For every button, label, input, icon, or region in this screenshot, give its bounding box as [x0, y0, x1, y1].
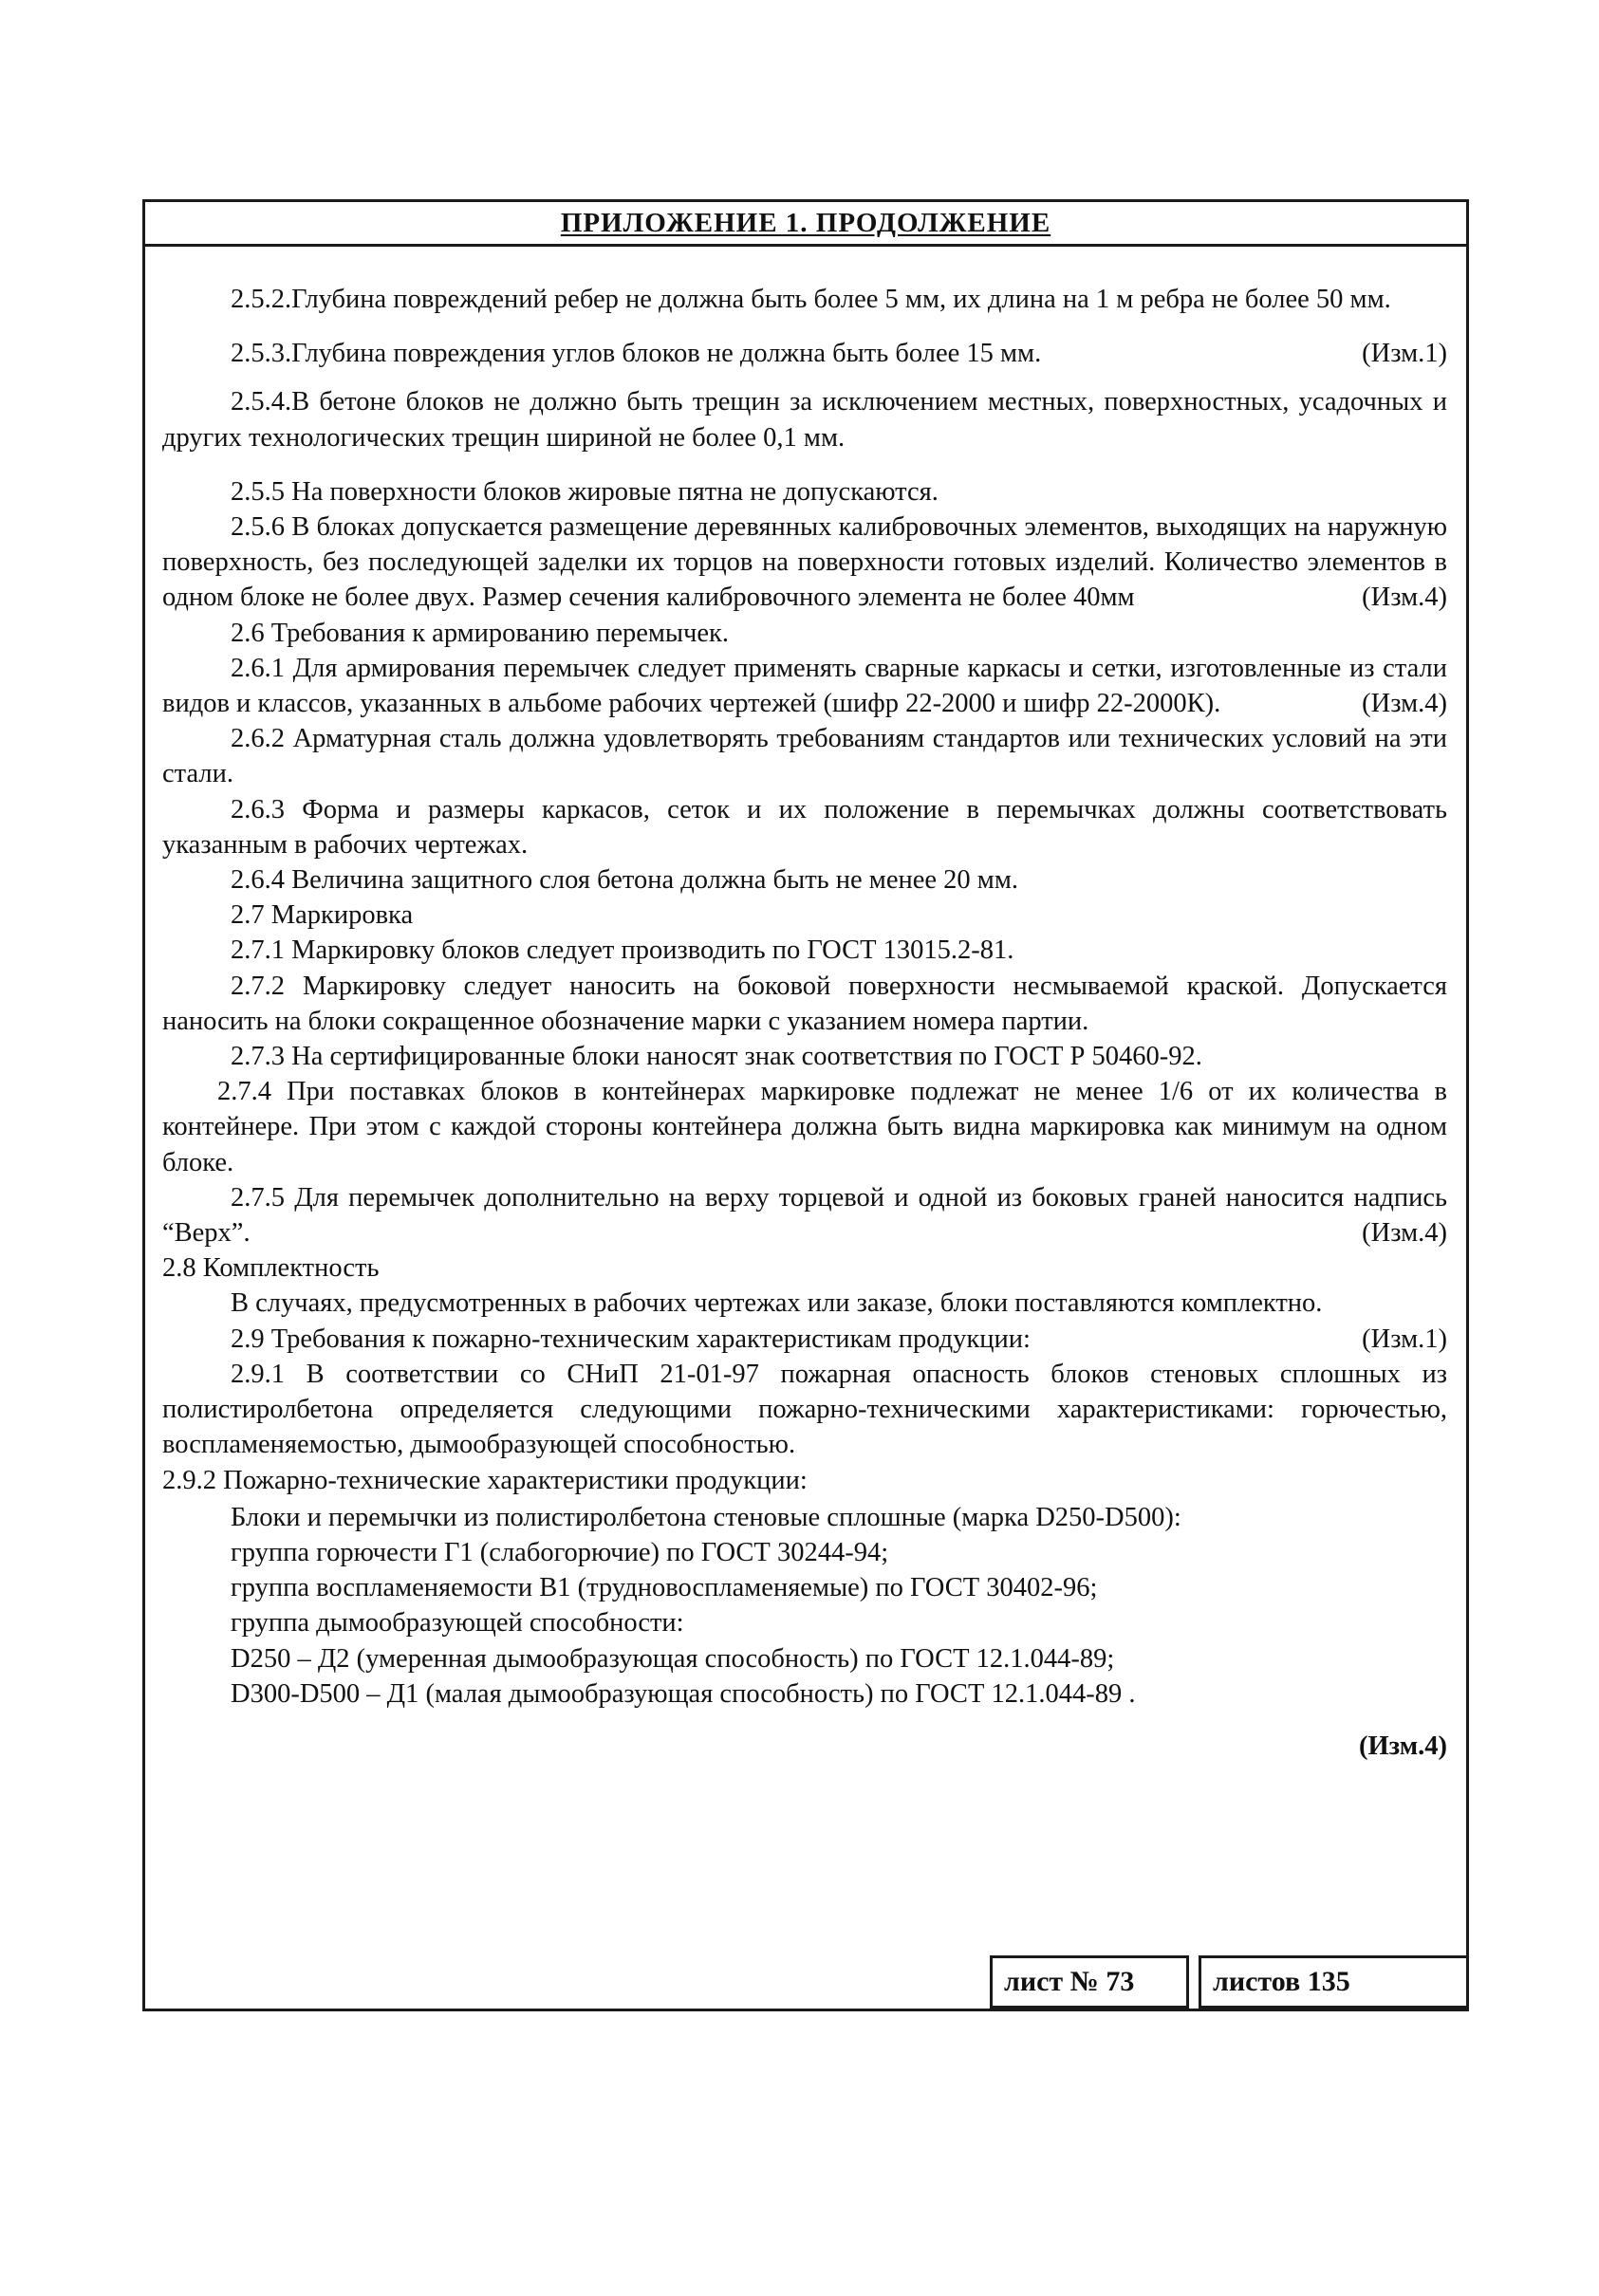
- paragraph-2-7-2: 2.7.2 Маркировку следует наносить на боковой поверхности несмываемой краской. Допускается наносить на блоки сокращенное обозначение марки с указанием номера партии.: [162, 971, 1447, 1036]
- paragraph-2-6-1: [162, 651, 1447, 721]
- paragraph-2-6-4: 2.6.4 Величина защитного слоя бетона должна быть не менее 20 мм.: [231, 865, 1018, 896]
- page-title: ПРИЛОЖЕНИЕ 1. ПРОДОЛЖЕНИЕ: [560, 208, 1051, 238]
- sheet-number: лист № 73: [990, 1955, 1189, 2009]
- fire-characteristics-list: [162, 1500, 1447, 1712]
- paragraph-2-9-1: 2.9.1 В соответствии со СНиП 21-01-97 пожарная опасность блоков стеновых сплошных из полистиролбетона определяется следующими пожарно-техническими характеристиками: горючестью, воспламеняемостью, дымообразующей способностью.: [162, 1359, 1447, 1460]
- paragraph-2-9: 2.9 Требования к пожарно-техническим характеристикам продукции:: [231, 1324, 1031, 1354]
- paragraph-2-7-5: [162, 1180, 1447, 1250]
- final-amendment-note: (Изм.4): [1359, 1731, 1447, 1761]
- amendment-note: (Изм.4): [1362, 689, 1447, 719]
- paragraph-2-6-2: 2.6.2 Арматурная сталь должна удовлетворять требованиям стандартов или технических условий на эти стали.: [162, 724, 1447, 789]
- paragraph-2-8-body-text: В случаях, предусмотренных в рабочих чертежах или заказе, блоки поставляются комплектно.: [231, 1288, 1323, 1319]
- list-item: Блоки и перемычки из полистиролбетона стеновые сплошные (марка D250-D500):: [231, 1502, 1181, 1532]
- list-item: D250 – Д2 (умеренная дымообразующая способность) по ГОСТ 12.1.044-89;: [231, 1643, 1115, 1674]
- amendment-note: (Изм.1): [1362, 1324, 1447, 1354]
- paragraph-2-5-3: 2.5.3.Глубина повреждения углов блоков не должна быть более 15 мм.: [231, 339, 1042, 369]
- paragraph-2-7-1: 2.7.1 Маркировку блоков следует производить по ГОСТ 13015.2-81.: [231, 935, 1014, 966]
- sheets-total: листов 135: [1199, 1955, 1469, 2009]
- document-body: [162, 282, 1447, 1764]
- page-frame: [142, 199, 1469, 2011]
- list-item: D300-D500 – Д1 (малая дымообразующая способность) по ГОСТ 12.1.044-89 .: [231, 1678, 1136, 1709]
- paragraph-2-5-6: [162, 509, 1447, 616]
- paragraph-2-7-5-text: 2.7.5 Для перемычек дополнительно на верху торцевой и одной из боковых граней наносится надпись “Верх”.: [162, 1182, 1447, 1249]
- paragraph-2-5-3-row: [162, 336, 1447, 371]
- list-item: группа дымообразующей способности:: [231, 1608, 684, 1639]
- amendment-note: (Изм.4): [1362, 1218, 1447, 1249]
- paragraph-2-5-4: 2.5.4.В бетоне блоков не должно быть трещин за исключением местных, поверхностных, усадочных и других технологических трещин шириной не более 0,1 мм.: [162, 387, 1447, 453]
- amendment-note: (Изм.1): [1362, 339, 1447, 369]
- paragraph-2-5-5: 2.5.5 На поверхности блоков жировые пятна не допускаются.: [231, 476, 939, 507]
- paragraph-2-9-2: 2.9.2 Пожарно-технические характеристики продукции:: [162, 1465, 808, 1495]
- list-item: группа воспламеняемости В1 (трудновоспламеняемые) по ГОСТ 30402-96;: [231, 1573, 1098, 1603]
- amendment-note: (Изм.4): [1362, 583, 1447, 613]
- paragraph-2-6-1-text: 2.6.1 Для армирования перемычек следует применять сварные каркасы и сетки, изготовленные из стали видов и классов, указанных в альбоме рабочих чертежей (шифр 22-2000 и шифр 22-2000К).: [162, 653, 1447, 719]
- paragraph-2-5-2: 2.5.2.Глубина повреждений ребер не должна быть более 5 мм, их длина на 1 м ребра не более 50 мм.: [231, 285, 1391, 314]
- paragraph-2-7-4: 2.7.4 При поставках блоков в контейнерах маркировке подлежат не менее 1/6 от их количества в контейнере. При этом с каждой стороны контейнера должна быть видна маркировка как минимум на одном блоке.: [162, 1077, 1447, 1177]
- header-bar: [145, 202, 1466, 247]
- paragraph-2-6-3: 2.6.3 Форма и размеры каркасов, сеток и их положение в перемычках должны соответствовать указанным в рабочих чертежах.: [162, 794, 1447, 860]
- paragraph-2-5-6-text: 2.5.6 В блоках допускается размещение деревянных калибровочных элементов, выходящих на наружную поверхность, без последующей заделки их торцов на поверхности готовых изделий. Количество элементов в одном блоке не более двух. Размер сечения калибровочного элемента не более 40мм: [162, 512, 1447, 613]
- paragraph-2-8: 2.8 Комплектность: [162, 1253, 380, 1284]
- list-item: группа горючести Г1 (слабогорючие) по ГОСТ 30244-94;: [231, 1537, 889, 1567]
- paragraph-2-7: 2.7 Маркировка: [231, 900, 414, 931]
- paragraph-2-7-3: 2.7.3 На сертифицированные блоки наносят знак соответствия по ГОСТ Р 50460-92.: [231, 1042, 1202, 1072]
- paragraph-2-6: 2.6 Требования к армированию перемычек.: [231, 618, 730, 648]
